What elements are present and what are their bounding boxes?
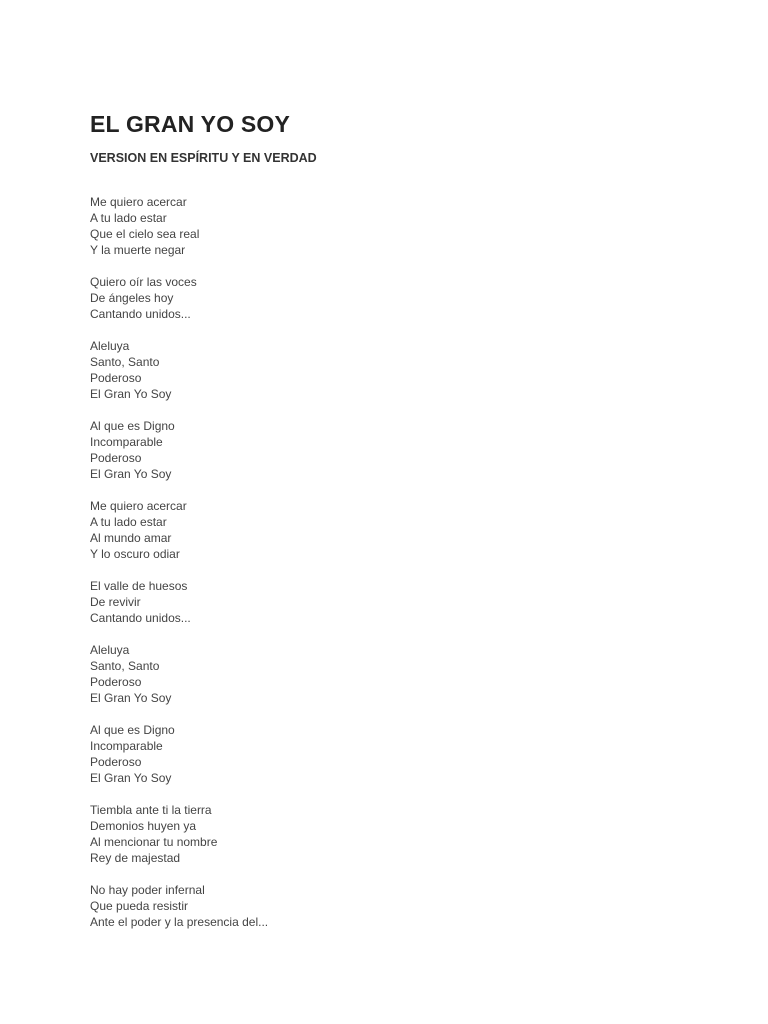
lyric-line: Incomparable	[90, 435, 163, 449]
lyric-line: Al que es Digno	[90, 723, 175, 737]
lyrics-stanza	[90, 578, 690, 626]
lyric-line: Al que es Digno	[90, 419, 175, 433]
lyric-line: Poderoso	[90, 451, 142, 465]
lyric-line: Incomparable	[90, 739, 163, 753]
document-page	[90, 110, 690, 946]
lyrics-stanza	[90, 418, 690, 482]
lyric-line: Ante el poder y la presencia del...	[90, 915, 269, 929]
lyrics-stanza	[90, 882, 690, 930]
lyric-line: Y la muerte negar	[90, 243, 186, 257]
lyric-line: Cantando unidos...	[90, 307, 191, 321]
lyrics-stanza	[90, 498, 690, 562]
lyrics-stanza	[90, 194, 690, 258]
song-title: EL GRAN YO SOY	[90, 111, 291, 137]
lyric-line: El valle de huesos	[90, 579, 188, 593]
lyric-line: El Gran Yo Soy	[90, 467, 172, 481]
lyric-line: Aleluya	[90, 339, 130, 353]
lyric-line: Me quiero acercar	[90, 499, 187, 513]
lyric-line: Rey de majestad	[90, 851, 181, 865]
lyric-line: A tu lado estar	[90, 211, 167, 225]
song-subtitle: VERSION EN ESPÍRITU Y EN VERDAD	[90, 151, 317, 165]
lyric-line: Cantando unidos...	[90, 611, 191, 625]
lyric-line: De revivir	[90, 595, 141, 609]
lyric-line: Al mundo amar	[90, 531, 172, 545]
lyric-line: Al mencionar tu nombre	[90, 835, 218, 849]
lyric-line: Poderoso	[90, 371, 142, 385]
lyrics-stanza	[90, 274, 690, 322]
lyric-line: Tiembla ante ti la tierra	[90, 803, 212, 817]
lyric-line: El Gran Yo Soy	[90, 691, 172, 705]
lyric-line: Demonios huyen ya	[90, 819, 197, 833]
lyric-line: Aleluya	[90, 643, 130, 657]
lyric-line: Que pueda resistir	[90, 899, 189, 913]
lyric-line: Me quiero acercar	[90, 195, 187, 209]
lyric-line: Poderoso	[90, 675, 142, 689]
lyric-line: No hay poder infernal	[90, 883, 205, 897]
lyrics-stanza	[90, 642, 690, 706]
lyric-line: Quiero oír las voces	[90, 275, 197, 289]
lyrics-stanza	[90, 722, 690, 786]
lyric-line: De ángeles hoy	[90, 291, 174, 305]
lyric-line: Que el cielo sea real	[90, 227, 200, 241]
lyric-line: Y lo oscuro odiar	[90, 547, 180, 561]
lyric-line: Poderoso	[90, 755, 142, 769]
lyrics-stanza	[90, 338, 690, 402]
lyrics-body	[90, 194, 690, 930]
lyric-line: Santo, Santo	[90, 659, 160, 673]
lyrics-stanza	[90, 802, 690, 866]
lyric-line: El Gran Yo Soy	[90, 387, 172, 401]
lyric-line: Santo, Santo	[90, 355, 160, 369]
lyric-line: A tu lado estar	[90, 515, 167, 529]
lyric-line: El Gran Yo Soy	[90, 771, 172, 785]
